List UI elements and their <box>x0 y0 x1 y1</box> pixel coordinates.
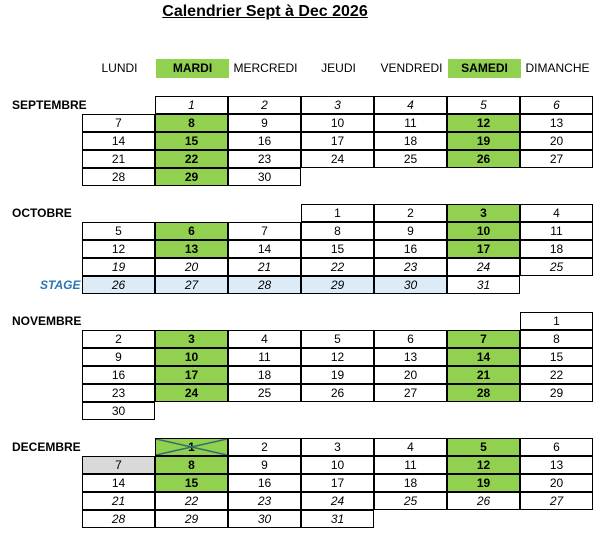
weekday-header-3: JEUDI <box>321 61 356 75</box>
day-cell: 25 <box>374 492 447 510</box>
day-cell: 25 <box>228 384 301 402</box>
day-cell: 4 <box>374 438 447 456</box>
day-cell: 3 <box>155 330 228 348</box>
day-cell: 29 <box>155 168 228 186</box>
day-cell: 26 <box>447 492 520 510</box>
day-cell: 11 <box>374 456 447 474</box>
day-cell: 14 <box>228 240 301 258</box>
day-cell: 6 <box>520 96 593 114</box>
day-cell: 9 <box>228 456 301 474</box>
day-cell: 23 <box>82 384 155 402</box>
day-cell: 15 <box>301 240 374 258</box>
day-cell: 6 <box>520 438 593 456</box>
day-cell: 15 <box>520 348 593 366</box>
day-cell: 12 <box>301 348 374 366</box>
day-cell: 10 <box>447 222 520 240</box>
month-label: NOVEMBRE <box>12 314 82 328</box>
cross-out-icon <box>156 439 227 455</box>
day-cell: 27 <box>374 384 447 402</box>
day-cell: 16 <box>374 240 447 258</box>
day-cell: 10 <box>155 348 228 366</box>
day-cell: 2 <box>228 438 301 456</box>
day-cell: 19 <box>301 366 374 384</box>
day-cell: 8 <box>520 330 593 348</box>
day-cell: 27 <box>155 276 228 294</box>
stage-label: STAGE <box>40 278 81 292</box>
day-cell: 2 <box>374 204 447 222</box>
day-cell: 28 <box>82 168 155 186</box>
day-cell: 21 <box>82 150 155 168</box>
day-cell: 20 <box>520 474 593 492</box>
day-cell: 14 <box>82 474 155 492</box>
day-cell: 12 <box>447 456 520 474</box>
day-cell: 8 <box>155 114 228 132</box>
day-cell: 18 <box>374 474 447 492</box>
day-cell: 22 <box>155 150 228 168</box>
day-cell: 7 <box>228 222 301 240</box>
day-cell: 6 <box>374 330 447 348</box>
day-cell: 7 <box>82 114 155 132</box>
day-cell: 20 <box>374 366 447 384</box>
day-cell: 2 <box>228 96 301 114</box>
day-cell: 16 <box>228 132 301 150</box>
day-cell: 23 <box>228 492 301 510</box>
day-cell: 5 <box>82 222 155 240</box>
day-cell: 7 <box>447 330 520 348</box>
month-label: DECEMBRE <box>12 440 81 454</box>
day-cell: 7 <box>82 456 155 474</box>
day-cell: 26 <box>447 150 520 168</box>
day-cell: 9 <box>228 114 301 132</box>
day-cell: 1 <box>520 312 593 330</box>
day-cell: 27 <box>520 492 593 510</box>
weekday-header-1: MARDI <box>156 59 229 78</box>
day-cell: 17 <box>301 474 374 492</box>
day-cell: 4 <box>520 204 593 222</box>
day-cell: 30 <box>82 402 155 420</box>
day-cell: 28 <box>228 276 301 294</box>
day-cell: 3 <box>447 204 520 222</box>
day-cell: 29 <box>520 384 593 402</box>
day-cell: 14 <box>82 132 155 150</box>
day-cell: 9 <box>374 222 447 240</box>
day-cell: 31 <box>301 510 374 528</box>
day-cell: 21 <box>447 366 520 384</box>
month-label: SEPTEMBRE <box>12 98 87 112</box>
day-cell: 18 <box>374 132 447 150</box>
day-cell: 5 <box>447 96 520 114</box>
day-cell: 5 <box>301 330 374 348</box>
day-cell: 12 <box>82 240 155 258</box>
weekday-header-5: SAMEDI <box>448 59 521 78</box>
day-cell: 17 <box>155 366 228 384</box>
day-cell: 23 <box>374 258 447 276</box>
day-cell: 24 <box>447 258 520 276</box>
weekday-header-4: VENDREDI <box>380 61 443 75</box>
day-cell: 27 <box>520 150 593 168</box>
day-cell: 29 <box>155 510 228 528</box>
day-cell: 1 <box>301 204 374 222</box>
day-cell: 26 <box>82 276 155 294</box>
day-cell: 22 <box>301 258 374 276</box>
day-cell: 30 <box>228 168 301 186</box>
day-cell: 25 <box>374 150 447 168</box>
day-cell: 20 <box>520 132 593 150</box>
day-cell: 4 <box>228 330 301 348</box>
day-cell: 23 <box>228 150 301 168</box>
weekday-header-6: DIMANCHE <box>525 61 590 75</box>
day-cell: 18 <box>520 240 593 258</box>
day-cell: 18 <box>228 366 301 384</box>
day-cell: 13 <box>155 240 228 258</box>
day-cell: 13 <box>520 114 593 132</box>
day-cell: 17 <box>301 132 374 150</box>
day-cell: 13 <box>374 348 447 366</box>
day-cell: 16 <box>228 474 301 492</box>
month-label: OCTOBRE <box>12 206 72 220</box>
day-cell: 2 <box>82 330 155 348</box>
day-cell: 24 <box>301 150 374 168</box>
day-cell: 17 <box>447 240 520 258</box>
day-cell: 22 <box>520 366 593 384</box>
day-cell: 24 <box>155 384 228 402</box>
day-cell: 24 <box>301 492 374 510</box>
day-cell: 11 <box>374 114 447 132</box>
day-cell: 22 <box>155 492 228 510</box>
weekday-header-2: MERCREDI <box>233 61 298 75</box>
day-cell: 19 <box>447 132 520 150</box>
day-cell: 21 <box>228 258 301 276</box>
day-cell: 20 <box>155 258 228 276</box>
day-cell: 11 <box>520 222 593 240</box>
day-cell: 26 <box>301 384 374 402</box>
day-cell: 10 <box>301 114 374 132</box>
day-cell: 19 <box>82 258 155 276</box>
page-title: Calendrier Sept à Dec 2026 <box>162 3 368 20</box>
day-cell: 6 <box>155 222 228 240</box>
day-cell: 21 <box>82 492 155 510</box>
day-cell: 4 <box>374 96 447 114</box>
day-cell: 12 <box>447 114 520 132</box>
day-cell: 15 <box>155 474 228 492</box>
day-cell: 8 <box>155 456 228 474</box>
day-cell: 1 <box>155 96 228 114</box>
day-cell: 3 <box>301 96 374 114</box>
day-cell: 19 <box>447 474 520 492</box>
day-cell: 9 <box>82 348 155 366</box>
day-cell: 25 <box>520 258 593 276</box>
weekday-header-0: LUNDI <box>101 61 138 75</box>
day-cell: 28 <box>447 384 520 402</box>
day-cell <box>155 438 228 456</box>
day-cell: 3 <box>301 438 374 456</box>
day-cell: 13 <box>520 456 593 474</box>
day-cell: 16 <box>82 366 155 384</box>
day-cell: 10 <box>301 456 374 474</box>
day-cell: 30 <box>374 276 447 294</box>
day-cell: 14 <box>447 348 520 366</box>
day-cell: 8 <box>301 222 374 240</box>
day-cell: 29 <box>301 276 374 294</box>
day-cell: 11 <box>228 348 301 366</box>
day-cell: 28 <box>82 510 155 528</box>
day-cell: 5 <box>447 438 520 456</box>
day-cell: 15 <box>155 132 228 150</box>
day-cell: 30 <box>228 510 301 528</box>
day-cell: 31 <box>447 276 520 294</box>
